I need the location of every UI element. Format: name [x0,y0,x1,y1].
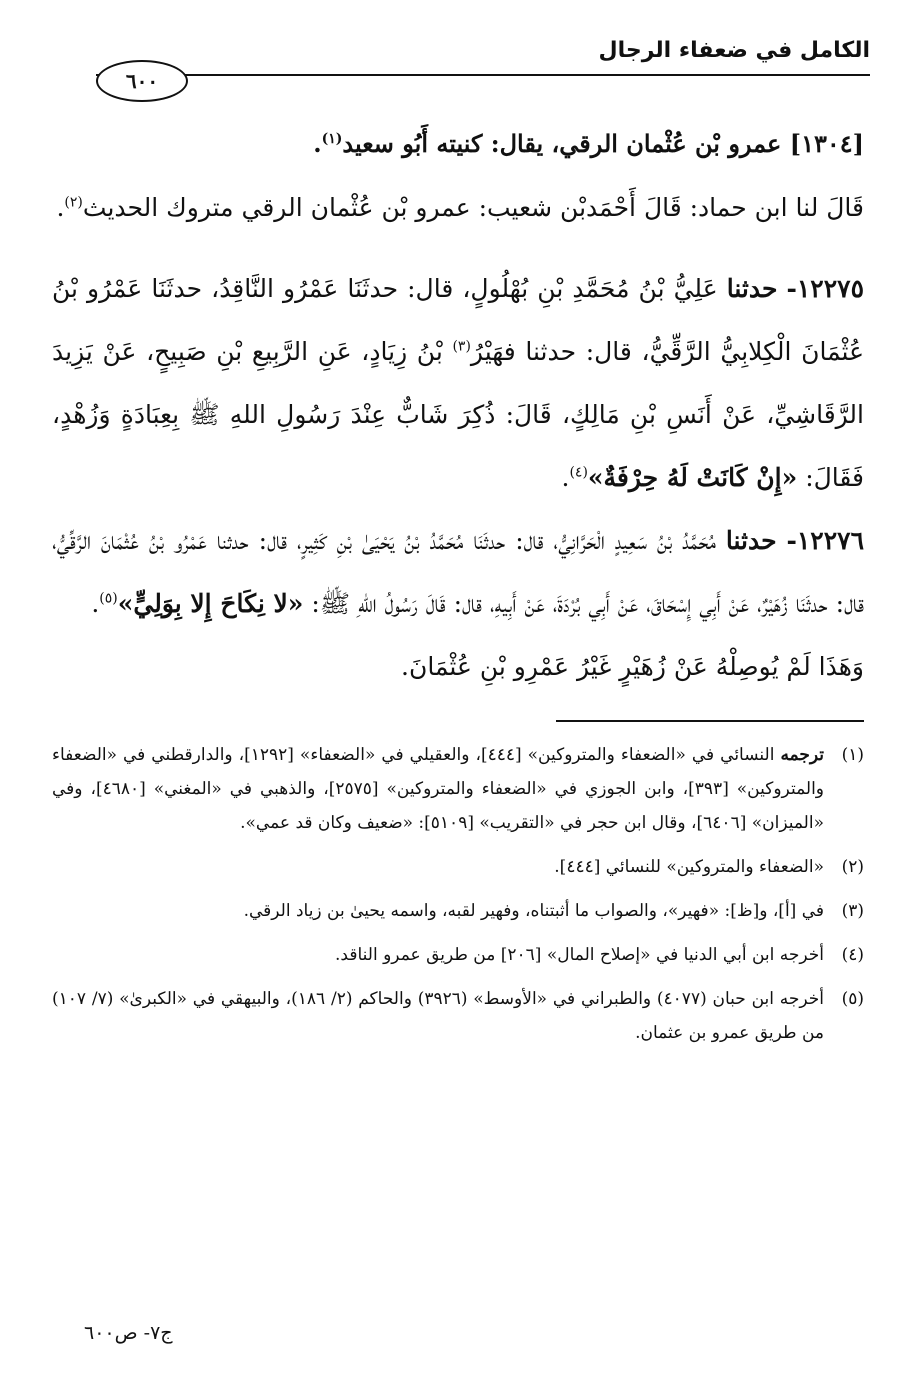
footnote-1 [52,738,864,840]
matn-text: «لا نِكَاحَ إِلا بِوَلِيٍّ» [117,589,304,618]
footnote-4 [52,938,864,972]
hadith-number: ١٢٢٧٦- [786,526,864,555]
entry-statement: قَالَ لنا ابن حماد: قَالَ أَحْمَدبْن شعيب: عمرو بْن عُثْمان الرقي متروك الحديث$^{(٢)}$. [56,193,864,222]
book-title: الكامل في ضعفاء الرجال [598,38,870,63]
footnote-number: (٥) [841,989,864,1009]
footnote-5 [52,982,864,1050]
isnad-text-cont: بْنُ زِيَادٍ، عَنِ الرَّبِيعِ بْنِ صَبِيحٍ، عَنْ يَزِيدَ الرَّقَاشِيِّ، عَنْ أَنَسِ بْنِ مَالِكٍ، قَالَ: ذُكِرَ شَابٌّ عِنْدَ رَسُولِ اللهِ ﷺ بِعِبَادَةٍ وَزُهْدٍ، فَقَالَ: [52,337,864,492]
footnote-2 [52,850,864,884]
footnote-number: (٢) [841,857,864,877]
footnote-divider [556,720,864,722]
entry-statement-text: قَالَ لنا ابن حماد: قَالَ أَحْمَدبْن شعيب: عمرو بْن عُثْمان الرقي متروك الحديث [82,193,864,222]
footnote-ref-2: (٢) [64,194,83,211]
footnote-text: في [أ]، و[ظ]: «فهير»، والصواب ما أثبتناه، وفهير لقبه، واسمه يحيىٰ بن زياد الرقي. [243,901,824,921]
entry-heading: [١٣٠٤] عمرو بْن عُثْمان الرقي، يقال: كنيته أَبُو سعيد$^{(١)}$. [313,129,864,158]
footnote-text: أخرجه ابن حبان (٤٠٧٧) والطبراني في «الأوسط» (٣٩٢٦) والحاكم (٢/ ١٨٦)، والبيهقي في «الكبرىٰ» (٧/ ١٠٧) من طريق عمرو بن عثمان. [52,989,824,1043]
main-content [52,118,864,1060]
entry-heading-text: [١٣٠٤] عمرو بْن عُثْمان الرقي، يقال: كنيته أَبُو سعيد [342,129,864,158]
closing-remark: وَهَذَا لَمْ يُوصِلْهُ عَنْ زُهَيْرٍ غَيْرُ عَمْرِو بْنِ عُثْمَانَ. [401,652,864,681]
footnote-number: (٤) [841,945,864,965]
footnote-text: النسائي في «الضعفاء والمتروكين» [٤٤٤]، والعقيلي في «الضعفاء» [١٢٩٢]، والدارقطني في «الضعفاء والمتروكين» [٣٩٣]، وابن الجوزي في «الضعفاء والمتروكين» [٢٥٧٥]، والذهبي في «المغني» [٤٦٨٠]، وفي «الميزان» [٦٤٠٦]، وقال ابن حجر في «التقريب» [٥١٠٩]: «ضعيف وكان قد عمي». [52,745,825,833]
spacer [52,239,864,257]
footnotes [52,738,864,1050]
footnote-number: (٣) [841,901,864,921]
footnote-lead: ترجمه [780,745,824,765]
haddathana-label: حدثنا [726,274,778,303]
footnote-text: أخرجه ابن أبي الدنيا في «إصلاح المال» [٢٠٦] من طريق عمرو الناقد. [335,945,824,965]
footnote-3 [52,894,864,928]
footnote-text: «الضعفاء والمتروكين» للنسائي [٤٤٤]. [554,857,824,877]
page-number: ٦٠٠ [96,60,188,102]
matn-text: «إِنْ كَانَتْ لَهُ حِرْفَةٌ» [587,463,798,492]
hadith-number: ١٢٢٧٥- [786,274,865,303]
isnad-text: مُحَمَّدُ بْنُ سَعِيدٍ الْحَرَّانِيُّ، قال: حدثَنَا مُحَمَّدُ بْنُ يَحْيَىٰ بْنِ كَثِيرٍ، قال: حدثنا عَمْرُو بْنُ عُثْمَانَ الرَّقِّيُّ، قال: حدثَنَا زُهَيْرٌ، عَنْ أَبِي إِسْحَاقَ، عَنْ أَبِي بُرْدَةَ، عَنْ أَبِيهِ، قال: قَالَ رَسُولُ اللهِ ﷺ: [52,526,864,618]
hadith-12276: ١٢٢٧٦- حدثنا مُحَمَّدُ بْنُ سَعِيدٍ الْحَرَّانِيُّ، قال: حدثَنَا مُحَمَّدُ بْنُ يَحْيَىٰ بْنِ كَثِيرٍ، قال: حدثنا عَمْرُو بْنُ عُثْمَانَ الرَّقِّيُّ، قال: حدثَنَا زُهَيْرٌ، عَنْ أَبِي إِسْحَاقَ، عَنْ أَبِي بُرْدَةَ، عَنْ أَبِيهِ، قال: قَالَ رَسُولُ اللهِ ﷺ: «لا نِكَاحَ إِلا بِوَلِيٍّ»$^{(٥)}$. [52,526,864,618]
footnote-ref-4: (٤) [569,464,588,481]
footnote-number: (١) [841,745,864,765]
footnote-ref-5: (٥) [99,590,118,607]
footnote-ref-3: (٣) [452,338,471,355]
volume-page-reference: ج٧- ص٦٠٠ [84,1322,173,1344]
hadith-12275: ١٢٢٧٥- حدثنا عَلِيُّ بْنُ مُحَمَّدِ بْنِ بُهْلُولٍ، قال: حدثَنَا عَمْرُو النَّاقِدُ، حدثَنَا عَمْرُو بْنُ عُثْمَانَ الْكِلابِيُّ الرَّقِّيُّ، قال: حدثنا فهَيْرُ$^{(٣)}$ بْنُ زِيَادٍ، عَنِ الرَّبِيعِ بْنِ صَبِيحٍ، عَنْ يَزِيدَ الرَّقَاشِيِّ، عَنْ أَنَسِ بْنِ مَالِكٍ، قَالَ: ذُكِرَ شَابٌّ عِنْدَ رَسُولِ اللهِ ﷺ بِعِبَادَةٍ وَزُهْدٍ، فَقَالَ: «إِنْ كَانَتْ لَهُ حِرْفَةٌ»$^{(٤)}$. [52,274,865,492]
header-rule [96,74,870,76]
footnote-ref-1: (١) [321,131,343,147]
page-header [96,30,870,110]
haddathana-label: حدثنا [725,526,777,555]
isnad-text: عَلِيُّ بْنُ مُحَمَّدِ بْنِ بُهْلُولٍ، قال: حدثَنَا عَمْرُو النَّاقِدُ، حدثَنَا عَمْرُو بْنُ عُثْمَانَ الْكِلابِيُّ الرَّقِّيُّ، قال: حدثنا فهَيْرُ [52,274,864,366]
